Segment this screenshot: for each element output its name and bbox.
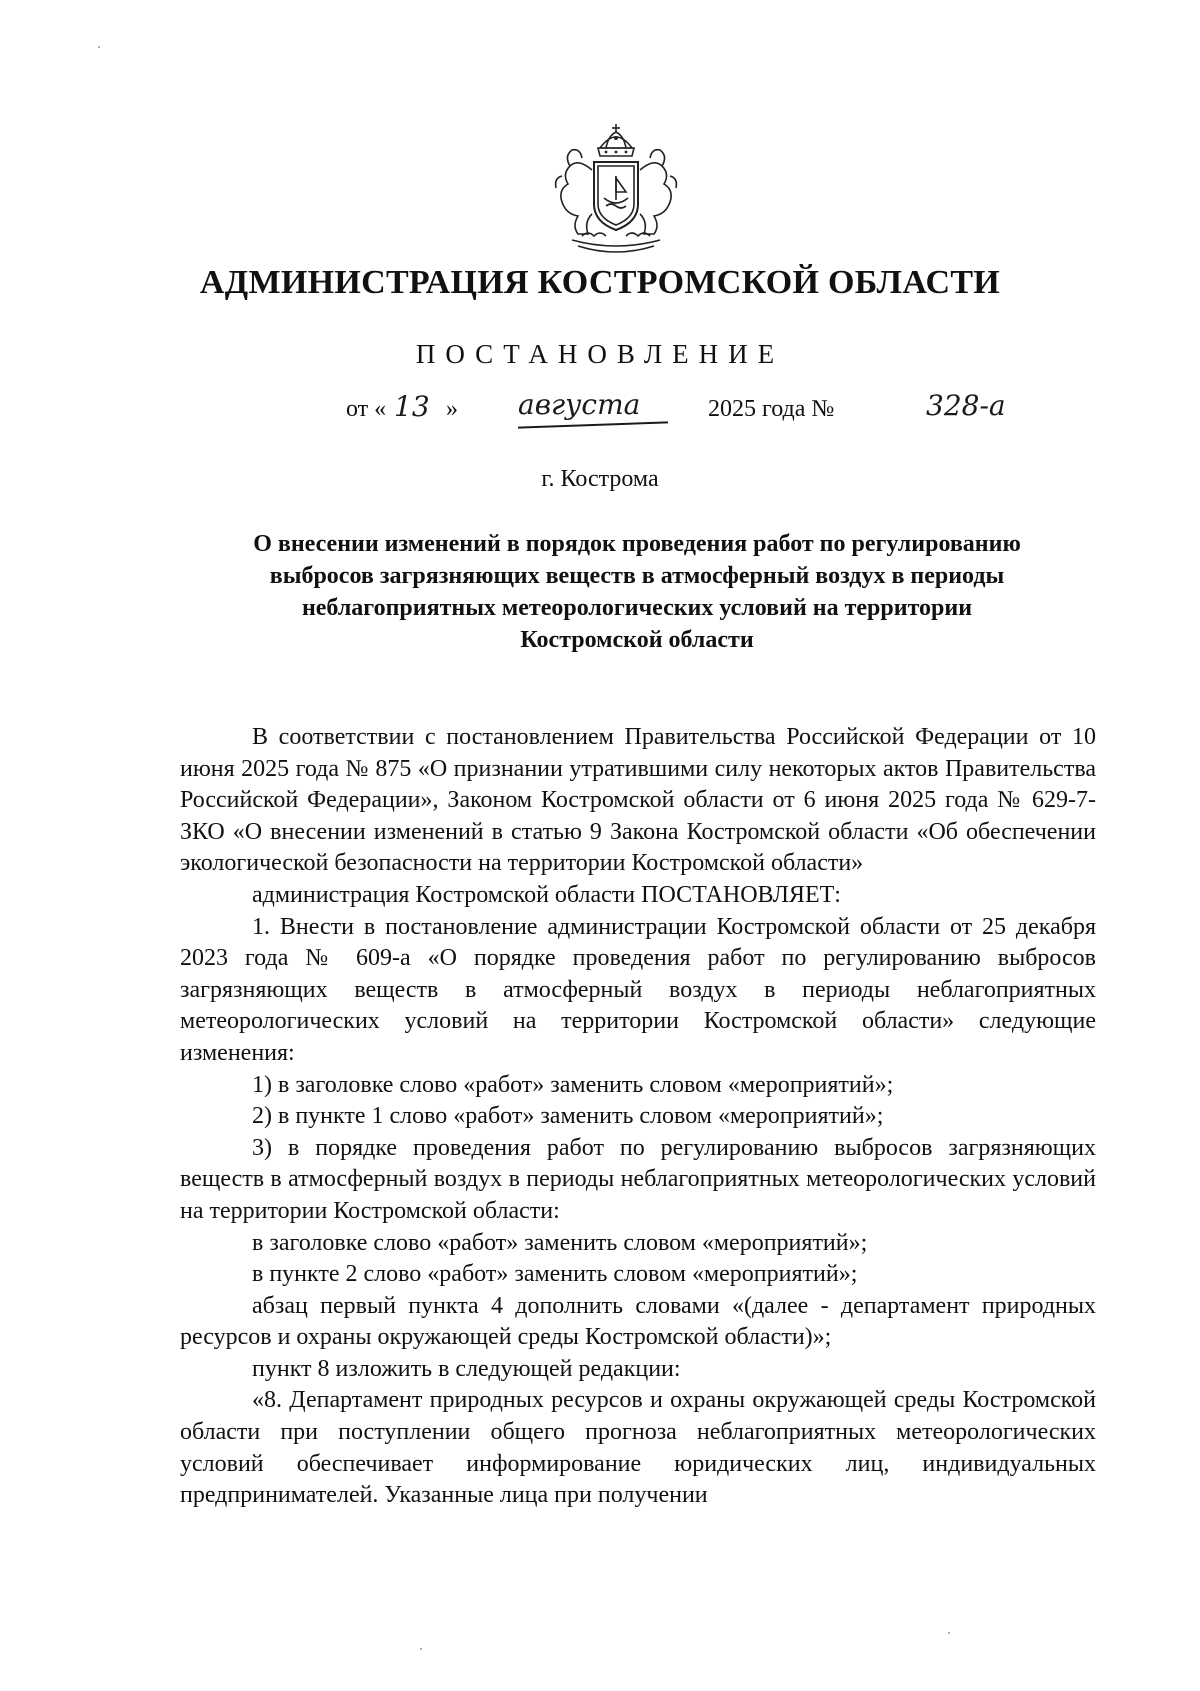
handwritten-month: августа bbox=[518, 388, 641, 421]
handwritten-document-number: 328-а bbox=[926, 389, 1006, 422]
coat-of-arms-icon bbox=[548, 118, 684, 260]
document-body bbox=[180, 722, 1096, 1512]
scan-speck bbox=[948, 1632, 950, 1634]
list-item: 3) в порядке проведения работ по регулированию выбросов загрязняющих веществ в атмосферный воздух в периоды неблагоприятных метеорологических условий на территории Костромской области: bbox=[180, 1134, 1096, 1224]
date-number-line bbox=[346, 388, 1066, 440]
document-heading bbox=[180, 528, 1094, 656]
document-type: ПОСТАНОВЛЕНИЕ bbox=[415, 339, 785, 369]
body-paragraph: администрация Костромской области ПОСТАНОВЛЯЕТ: bbox=[252, 881, 841, 908]
body-paragraph: 1. Внести в постановление администрации Костромской области от 25 декабря 2023 года № 609-а «О порядке проведения работ по регулированию выбросов загрязняющих веществ в атмосферный воздух в периоды неблагоприятных метеорологических условий на территории Костромской области» следующие изменения: bbox=[180, 913, 1096, 1066]
handwritten-day: 13 bbox=[394, 390, 430, 423]
date-from-label: от « bbox=[346, 396, 387, 422]
date-year-label: 2025 года № bbox=[708, 396, 835, 422]
body-paragraph: В соответствии с постановлением Правительства Российской Федерации от 10 июня 2025 года № 875 «О признании утратившими силу некоторых актов Правительства Российской Федерации», Законом Костромской области от 6 июня 2025 года № 629-7-ЗКО «О внесении изменений в статью 9 Закона Костромской области «Об обеспечении экологической безопасности на территории Костромской области» bbox=[180, 724, 1096, 877]
city-name: г. Кострома bbox=[541, 466, 659, 492]
date-day-close: » bbox=[446, 396, 458, 422]
heading-line: неблагоприятных метеорологических условий на территории bbox=[301, 595, 973, 621]
heading-line: выбросов загрязняющих веществ в атмосферный воздух в периоды bbox=[269, 563, 1005, 589]
body-paragraph: «8. Департамент природных ресурсов и охраны окружающей среды Костромской области при поступлении общего прогноза неблагоприятных метеорологических условий обеспечивает информирование юридических лиц, индивидуальных предпринимателей. Указанные лица при получении bbox=[180, 1387, 1096, 1509]
scan-speck bbox=[420, 1648, 422, 1650]
body-paragraph: абзац первый пункта 4 дополнить словами «(далее - департамент природных ресурсов и охраны окружающей среды Костромской области)»; bbox=[180, 1292, 1096, 1351]
list-item: 2) в пункте 1 слово «работ» заменить словом «мероприятий»; bbox=[252, 1103, 884, 1130]
handwritten-underline bbox=[518, 421, 668, 428]
heading-line: Костромской области bbox=[520, 627, 754, 653]
body-paragraph: в заголовке слово «работ» заменить словом «мероприятий»; bbox=[252, 1229, 868, 1256]
heading-line: О внесении изменений в порядок проведения работ по регулированию bbox=[253, 531, 1021, 557]
organization-title: АДМИНИСТРАЦИЯ КОСТРОМСКОЙ ОБЛАСТИ bbox=[199, 264, 1001, 301]
list-item: 1) в заголовке слово «работ» заменить словом «мероприятий»; bbox=[252, 1071, 894, 1098]
body-paragraph: в пункте 2 слово «работ» заменить словом «мероприятий»; bbox=[252, 1261, 858, 1288]
body-paragraph: пункт 8 изложить в следующей редакции: bbox=[252, 1355, 681, 1382]
scan-speck bbox=[98, 46, 100, 48]
